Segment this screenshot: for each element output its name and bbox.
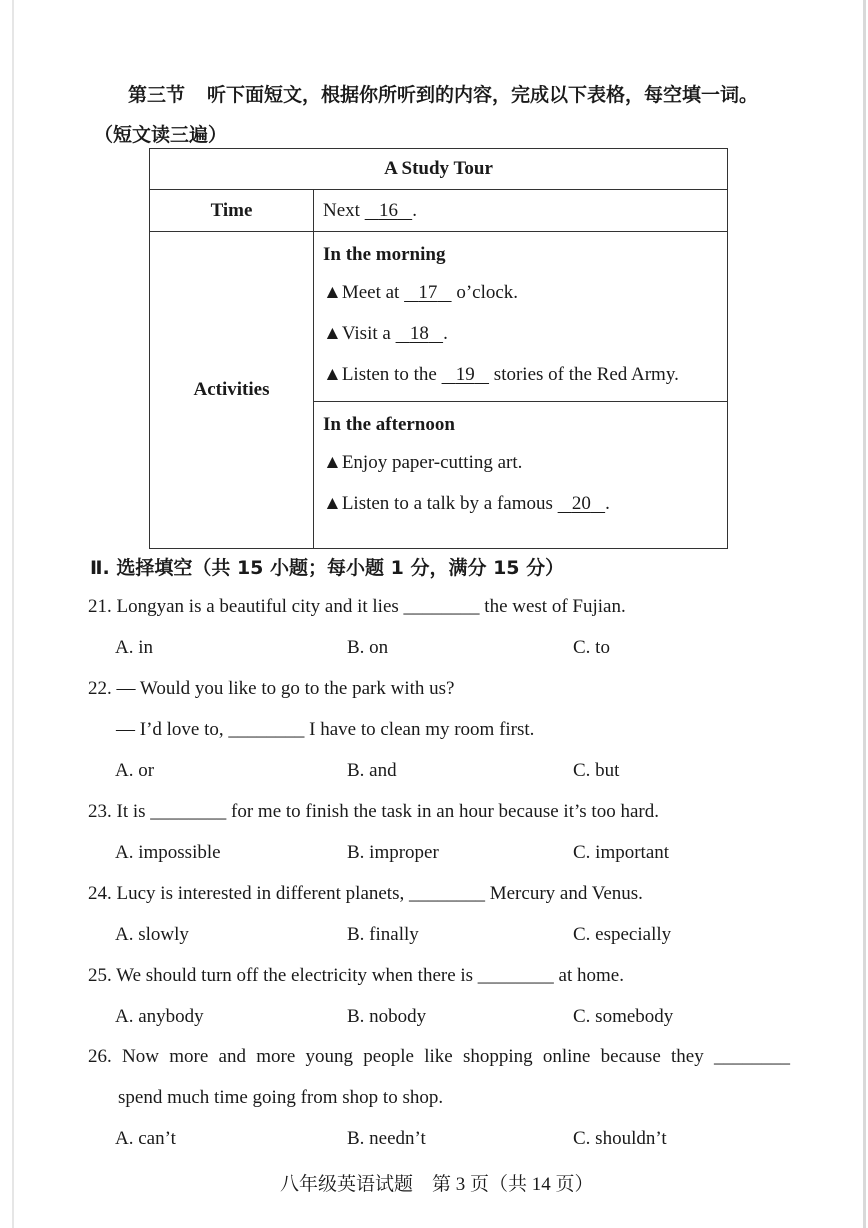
morning-activities (314, 232, 728, 402)
option-a: A. anybody (115, 1006, 204, 1027)
page-edge-right (863, 0, 866, 1228)
morning-item (323, 313, 727, 354)
section3-title: 第三节 (128, 84, 186, 106)
activities-label: Activities (150, 232, 314, 549)
time-label: Time (150, 190, 314, 232)
question-stem: 26. Now more and more young people like shopping online because they ________ (88, 1046, 790, 1067)
item-text: Visit a (341, 323, 391, 344)
afternoon-item (323, 442, 727, 483)
page-edge-left (12, 0, 14, 1228)
triangle-bullet-icon: ▲ (323, 452, 342, 473)
option-a: A. slowly (115, 924, 189, 945)
option-c: C. somebody (573, 1006, 674, 1027)
option-a: A. can’t (115, 1128, 176, 1149)
item-text-after: . (605, 493, 610, 514)
study-tour-table (149, 148, 728, 549)
section3-instructions: 听下面短文，根据你所听到的内容，完成以下表格，每空填一词。 (207, 84, 759, 106)
page-footer: 八年级英语试题 第 3 页（共 14 页） (280, 1174, 594, 1195)
option-c: C. especially (573, 924, 672, 945)
afternoon-item (323, 483, 727, 524)
part2-heading: Ⅱ. 选择填空（共 15 小题；每小题 1 分，满分 15 分） (90, 557, 565, 579)
question-stem: 23. It is ________ for me to finish the task in an hour because it’s too hard. (88, 801, 659, 822)
item-text: Listen to a talk by a famous (341, 493, 553, 514)
option-a: A. impossible (115, 842, 221, 863)
option-b: B. nobody (347, 1006, 427, 1027)
item-text-after: o’clock. (456, 282, 519, 303)
question-stem: 21. Longyan is a beautiful city and it lies ________ the west of Fujian. (88, 596, 626, 617)
option-b: B. on (347, 637, 389, 658)
option-b: B. finally (347, 924, 419, 945)
morning-item (323, 354, 727, 395)
triangle-bullet-icon: ▲ (323, 493, 342, 514)
time-suffix: . (412, 199, 417, 221)
section3-note: （短文读三遍） (94, 124, 228, 146)
item-text: Meet at (341, 282, 400, 303)
blank-20: 20 (571, 493, 591, 514)
time-prefix: Next (323, 199, 360, 221)
triangle-bullet-icon: ▲ (323, 323, 342, 344)
afternoon-activities (314, 402, 728, 549)
option-b: B. improper (347, 842, 439, 863)
blank-18: 18 (409, 323, 429, 344)
blank-19: 19 (455, 364, 475, 385)
option-c: C. shouldn’t (573, 1128, 667, 1149)
option-a: A. in (115, 637, 153, 658)
question-stem: 25. We should turn off the electricity when there is ________ at home. (88, 965, 624, 986)
section3-heading (128, 80, 758, 107)
afternoon-heading: In the afternoon (323, 414, 455, 435)
option-a: A. or (115, 760, 155, 781)
option-b: B. needn’t (347, 1128, 426, 1149)
blank-16: 16 (378, 199, 398, 221)
triangle-bullet-icon: ▲ (323, 282, 342, 303)
triangle-bullet-icon: ▲ (323, 364, 342, 385)
question-stem: 24. Lucy is interested in different planets, ________ Mercury and Venus. (88, 883, 643, 904)
question-stem-line2: spend much time going from shop to shop. (118, 1087, 444, 1108)
option-c: C. to (573, 637, 610, 658)
item-text: Listen to the (341, 364, 437, 385)
morning-item (323, 272, 727, 313)
time-value (314, 190, 728, 232)
item-text: Enjoy paper-cutting art. (341, 452, 523, 473)
table-title: A Study Tour (150, 149, 728, 190)
option-b: B. and (347, 760, 397, 781)
option-c: C. but (573, 760, 620, 781)
question-stem-line2: — I’d love to, ________ I have to clean my room first. (116, 719, 535, 740)
question-stem: 22. — Would you like to go to the park with us? (88, 678, 455, 699)
blank-17: 17 (418, 282, 438, 303)
item-text-after: stories of the Red Army. (493, 364, 679, 385)
item-text-after: . (443, 323, 448, 344)
option-c: C. important (573, 842, 670, 863)
morning-heading: In the morning (323, 244, 446, 265)
